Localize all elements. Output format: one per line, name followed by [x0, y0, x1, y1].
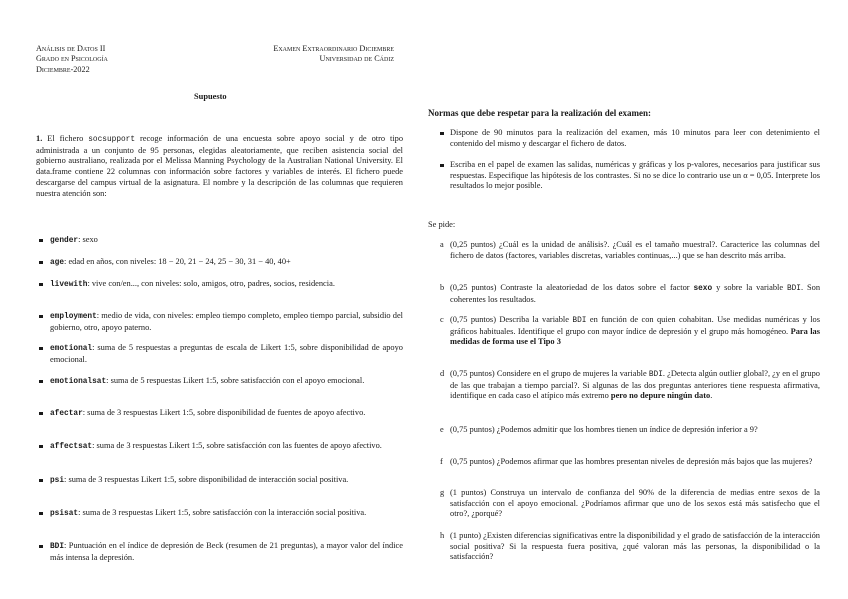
variable-name: psi [50, 477, 65, 485]
bullet-icon [440, 132, 444, 136]
variable-name: afectar [50, 410, 83, 418]
variable-name: emotional [50, 345, 93, 353]
rule-item: Dispone de 90 minutos para la realización del examen, más 10 minutos para leer con detenimiento el contenido del mismo y descargar el fichero de datos. [428, 128, 820, 149]
question-f: f (0,75 puntos) ¿Podemos afirmar que las hombres presentan niveles de depresión más bajos que las mujeres? [440, 457, 813, 466]
degree-name: Grado en Psicología [36, 54, 108, 64]
question-letter: h [440, 531, 445, 540]
bullet-icon [39, 512, 43, 516]
question-number: 1. [36, 134, 43, 143]
question-c: c (0,75 puntos) Describa la variable BDI en función de con quien cohabitan. Use medidas numéricas y los gráficos habituales. Identifique el grupo con mayor índice de depresión y el grupo más homogéneo. Para las medidas de forma use el Tipo 3 [440, 315, 821, 347]
header-right [200, 44, 394, 65]
rule-item: Escriba en el papel de examen las salidas, numéricas y gráficas y los p-valores, necesarios para justificar sus respuestas. Especifique las hipótesis de los contrastes. Si no se dice lo contrario use un α = 0,05. Interprete los resultados lo mejor posible. [428, 160, 820, 192]
header-left [36, 44, 108, 75]
question-e: e (0,75 puntos) ¿Podemos admitir que los hombres tienen un índice de depresión inferior a 9? [440, 425, 758, 434]
bullet-icon [39, 445, 43, 449]
file-name: socsupport [88, 136, 136, 144]
list-item: affectsat: suma de 3 respuestas Likert 1:5, sobre satisfacción con las fuentes de apoyo afectivo. [30, 441, 403, 453]
university-name: Universidad de Cádiz [319, 54, 394, 64]
question-g: g (1 puntos) Construya un intervalo de confianza del 90% de la diferencia de medias entre sexos de la satisfacción con el apoyo emocional. ¿Podríamos afirmar que uno de los sexos está más satisfecho que el otro?, ¿porqué? [440, 488, 820, 519]
section-title: Supuesto [194, 92, 227, 101]
variable-name: employment [50, 313, 97, 321]
list-item: employment: medio de vida, con niveles: empleo tiempo completo, empleo tiempo parcial, subsidio del gobierno, otro, apoyo paterno. [30, 311, 403, 333]
bullet-icon [39, 283, 43, 287]
list-item: livewith: vive con/en..., con niveles: solo, amigos, otro, padres, socios, residencia. [30, 279, 403, 291]
question-d: d (0,75 puntos) Considere en el grupo de mujeres la variable BDI. ¿Detecta algún outlier global?, ¿y en el grupo de las que trabajan a tiempo parcial?. Si algunas de las dos preguntas anteriores tiene respuesta afirmativa, identifique en cada caso el atípico más extremo pero no depure ningún dato. [440, 369, 820, 401]
variable-name: psisat [50, 510, 79, 518]
bullet-icon [39, 347, 43, 351]
question-b: b (0,25 puntos) Contraste la aleatoriedad de los datos sobre el factor sexo y sobre la variable BDI. Son coherentes los resultados. [440, 283, 821, 304]
code-term: BDI [572, 317, 587, 325]
list-item: gender: sexo [30, 235, 403, 247]
question-letter: c [440, 315, 444, 324]
variable-name: gender [50, 237, 79, 245]
variable-name: age [50, 259, 65, 267]
list-item: age: edad en años, con niveles: 18 − 20, 21 − 24, 25 − 30, 31 − 40, 40+ [30, 257, 403, 269]
emphasis-text: pero no depure ningún dato [610, 391, 711, 401]
code-term: BDI [648, 371, 663, 379]
bullet-icon [39, 261, 43, 265]
bullet-icon [39, 315, 43, 319]
list-item: psi: suma de 3 respuestas Likert 1:5, sobre disponibilidad de interacción social positiva. [30, 475, 403, 487]
question-letter: f [440, 457, 443, 466]
code-term: sexo [693, 285, 713, 293]
question-letter: b [440, 283, 445, 292]
course-title: Análisis de Datos II [36, 44, 106, 53]
list-item: psisat: suma de 3 respuestas Likert 1:5, sobre satisfacción con la interacción social positiva. [30, 508, 403, 520]
intro-paragraph: 1. El fichero socsupport recoge información de una encuesta sobre apoyo social y de otro tipo administrada a un conjunto de 95 personas, elegidas aleatoriamente, que reciben asistencia social del gobierno australiano, realizada por el Melissa Manning Psychology de la Australian National University. El data.frame contiene 22 columnas con información sobre factores y variables de interés. El fichero puede descargarse del campus virtual de la asignatura. El nombre y la descripción de las columnas que requieren nuestra atención son: [36, 134, 404, 198]
variable-name: livewith [50, 281, 88, 289]
question-letter: a [440, 240, 444, 249]
bullet-icon [39, 479, 43, 483]
bullet-icon [39, 412, 43, 416]
question-a: a (0,25 puntos) ¿Cuál es la unidad de análisis?. ¿Cuál es el tamaño muestral?. Caracterice las columnas del fichero de datos (factores, variables discretas, variables continuas,...) que se han descrito más arriba. [440, 240, 820, 260]
bullet-icon [39, 545, 43, 549]
bullet-icon [39, 380, 43, 384]
emphasis-text: Para las medidas de forma use el Tipo 3 [450, 326, 821, 347]
variable-name: BDI [50, 543, 65, 551]
list-item: BDI: Puntuación en el índice de depresión de Beck (resumen de 21 preguntas), a mayor valor del índice más intensa la depresión. [30, 541, 403, 563]
exam-date: Diciembre-2022 [36, 64, 90, 74]
exam-title: Examen Extraordinario Diciembre [273, 44, 394, 53]
list-item: afectar: suma de 3 respuestas Likert 1:5, sobre disponibilidad de fuentes de apoyo afectivo. [30, 408, 403, 420]
question-h: h (1 punto) ¿Existen diferencias significativas entre la disponibilidad y el grado de satisfacción de la interacción social positiva? Si la respuesta fuera positiva, ¿qué valoran más las personas, la disponibilidad o la satisfacción? [440, 531, 820, 562]
rules-title: Normas que debe respetar para la realización del examen: [428, 108, 651, 118]
bullet-icon [440, 164, 444, 168]
se-pide-label: Se pide: [428, 220, 456, 229]
variable-name: emotionalsat [50, 378, 107, 386]
question-letter: d [440, 369, 445, 378]
list-item: emotionalsat: suma de 5 respuestas Likert 1:5, sobre satisfacción con el apoyo emocional. [30, 376, 403, 388]
question-letter: e [440, 425, 444, 434]
code-term: BDI [786, 285, 801, 293]
variable-name: affectsat [50, 443, 93, 451]
list-item: emotional: suma de 5 respuestas a preguntas de escala de Likert 1:5, sobre disponibilidad de apoyo emocional. [30, 343, 403, 365]
bullet-icon [39, 239, 43, 243]
question-letter: g [440, 488, 445, 497]
